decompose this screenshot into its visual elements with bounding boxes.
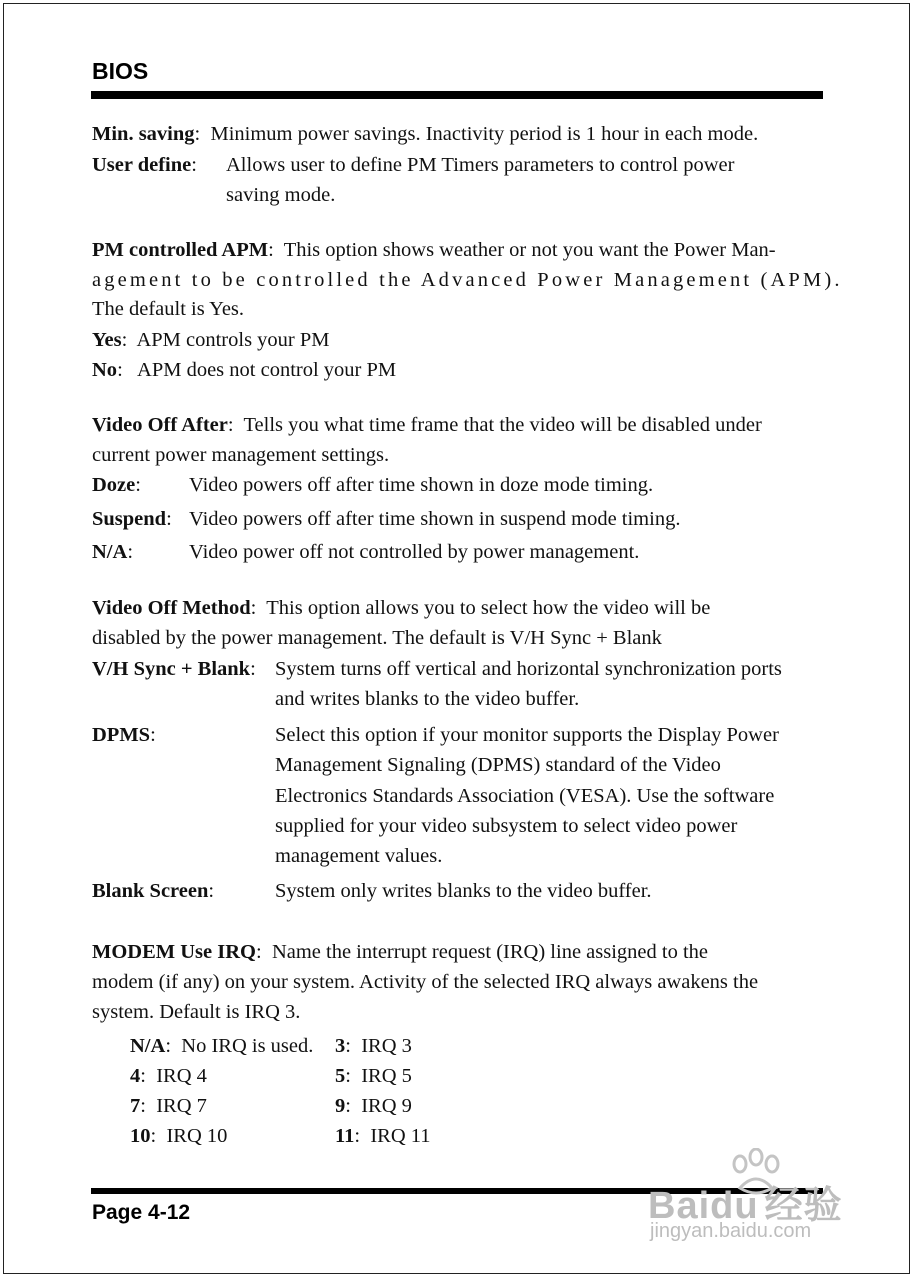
- irq-option-desc: IRQ 10: [166, 1125, 228, 1147]
- na-term-wrap: N/A:: [92, 541, 134, 563]
- vh-sync-desc-1: System turns off vertical and horizontal synchronization ports: [275, 658, 782, 680]
- blank-screen-term: Blank Screen: [92, 880, 209, 902]
- video-off-method-line1-text: This option allows you to select how the video will be: [266, 597, 711, 619]
- irq-option-term: 11: [335, 1125, 355, 1147]
- video-off-after-line-2: current power management settings.: [92, 444, 390, 466]
- pm-apm-yes: Yes: APM controls your PM: [92, 329, 330, 351]
- doze-term: Doze: [92, 474, 136, 496]
- irq-option-term: 5: [335, 1065, 346, 1087]
- irq-option-term: 3: [335, 1035, 346, 1057]
- blank-screen-desc: System only writes blanks to the video buffer.: [275, 880, 652, 902]
- irq-option-9: 9: IRQ 9: [335, 1095, 412, 1117]
- irq-option-7: 7: IRQ 7: [130, 1095, 207, 1117]
- pm-apm-line-1: PM controlled APM: This option shows weather or not you want the Power Man-: [92, 239, 776, 261]
- dpms-desc-1: Select this option if your monitor supports the Display Power: [275, 724, 779, 746]
- irq-option-term: 4: [130, 1065, 141, 1087]
- dpms-desc-4: supplied for your video subsystem to select video power: [275, 815, 738, 837]
- pm-apm-yes-term: Yes: [92, 329, 122, 351]
- baidu-watermark: [648, 1148, 868, 1248]
- suspend-desc: Video powers off after time shown in suspend mode timing.: [189, 508, 681, 530]
- pm-apm-term: PM controlled APM: [92, 239, 269, 261]
- irq-option-desc: IRQ 7: [156, 1095, 207, 1117]
- watermark-brand-cn: 经验: [764, 1185, 843, 1227]
- video-off-after-line1-text: Tells you what time frame that the video will be disabled under: [243, 414, 762, 436]
- video-off-method-term: Video Off Method: [92, 597, 251, 619]
- vh-sync-term: V/H Sync + Blank: [92, 658, 251, 680]
- user-define-desc-1: Allows user to define PM Timers parameters to control power: [226, 154, 735, 176]
- dpms-desc-3: Electronics Standards Association (VESA). Use the software: [275, 785, 775, 807]
- irq-option-term: 7: [130, 1095, 141, 1117]
- header-title: BIOS: [92, 58, 149, 84]
- irq-option-desc: IRQ 9: [361, 1095, 412, 1117]
- pm-apm-line-2: agement to be controlled the Advanced Power Management (APM).: [92, 269, 843, 291]
- irq-option-term: 10: [130, 1125, 151, 1147]
- irq-option-desc: IRQ 5: [361, 1065, 412, 1087]
- irq-option-10: 10: IRQ 10: [130, 1125, 228, 1147]
- suspend-term-wrap: Suspend:: [92, 508, 172, 530]
- modem-irq-line1-text: Name the interrupt request (IRQ) line assigned to the: [271, 941, 709, 963]
- dpms-desc-5: management values.: [275, 845, 443, 867]
- irq-option-11: 11: IRQ 11: [335, 1125, 431, 1147]
- blank-screen-term-wrap: Blank Screen:: [92, 880, 215, 902]
- modem-irq-line-3: system. Default is IRQ 3.: [92, 1001, 301, 1023]
- dpms-term-wrap: DPMS:: [92, 724, 156, 746]
- video-off-method-line-1: Video Off Method: This option allows you to select how the video will be: [92, 597, 711, 619]
- irq-option-term: 9: [335, 1095, 346, 1117]
- doze-term-wrap: Doze:: [92, 474, 141, 496]
- modem-irq-line-1: MODEM Use IRQ: Name the interrupt request (IRQ) line assigned to the: [92, 941, 709, 963]
- video-off-after-term: Video Off After: [92, 414, 228, 436]
- min-saving-term: Min. saving: [92, 123, 195, 145]
- pm-apm-line-3: The default is Yes.: [92, 298, 245, 320]
- na-term: N/A: [92, 541, 128, 563]
- irq-option-desc: No IRQ is used.: [181, 1035, 314, 1057]
- watermark-brand-text: Baidu: [648, 1185, 759, 1227]
- modem-irq-line-2: modem (if any) on your system. Activity of the selected IRQ always awakens the: [92, 971, 759, 993]
- suspend-term: Suspend: [92, 508, 167, 530]
- vh-sync-desc-2: and writes blanks to the video buffer.: [275, 688, 580, 710]
- modem-irq-term: MODEM Use IRQ: [92, 941, 256, 963]
- irq-option-5: 5: IRQ 5: [335, 1065, 412, 1087]
- pm-apm-no: No: APM does not control your PM: [92, 359, 397, 381]
- irq-option-desc: IRQ 3: [361, 1035, 412, 1057]
- user-define-term: User define: [92, 154, 192, 176]
- header-rule: [91, 91, 823, 99]
- page-number: Page 4-12: [92, 1201, 191, 1224]
- video-off-method-line-2: disabled by the power management. The default is V/H Sync + Blank: [92, 627, 662, 649]
- pm-apm-no-term: No: [92, 359, 118, 381]
- min-saving-desc: Minimum power savings. Inactivity period is 1 hour in each mode.: [210, 123, 759, 145]
- irq-option-desc: IRQ 4: [156, 1065, 207, 1087]
- pm-apm-yes-desc: APM controls your PM: [136, 329, 330, 351]
- irq-option-desc: IRQ 11: [370, 1125, 431, 1147]
- na-desc: Video power off not controlled by power management.: [189, 541, 640, 563]
- doze-desc: Video powers off after time shown in doze mode timing.: [189, 474, 654, 496]
- video-off-after-line-1: Video Off After: Tells you what time frame that the video will be disabled under: [92, 414, 762, 436]
- irq-option-4: 4: IRQ 4: [130, 1065, 207, 1087]
- irq-option-3: 3: IRQ 3: [335, 1035, 412, 1057]
- min-saving-entry: Min. saving: Minimum power savings. Inactivity period is 1 hour in each mode.: [92, 123, 759, 145]
- user-define-term-wrap: User define:: [92, 154, 197, 176]
- pm-apm-no-desc: APM does not control your PM: [137, 359, 397, 381]
- irq-option-term: N/A: [130, 1035, 166, 1057]
- watermark-url: jingyan.baidu.com: [650, 1220, 812, 1242]
- pm-apm-line1-text: This option shows weather or not you want the Power Man-: [283, 239, 776, 261]
- dpms-desc-2: Management Signaling (DPMS) standard of the Video: [275, 754, 721, 776]
- user-define-desc-2: saving mode.: [226, 184, 336, 206]
- vh-sync-term-wrap: V/H Sync + Blank:: [92, 658, 256, 680]
- dpms-term: DPMS: [92, 724, 151, 746]
- irq-option-na: N/A: No IRQ is used.: [130, 1035, 314, 1057]
